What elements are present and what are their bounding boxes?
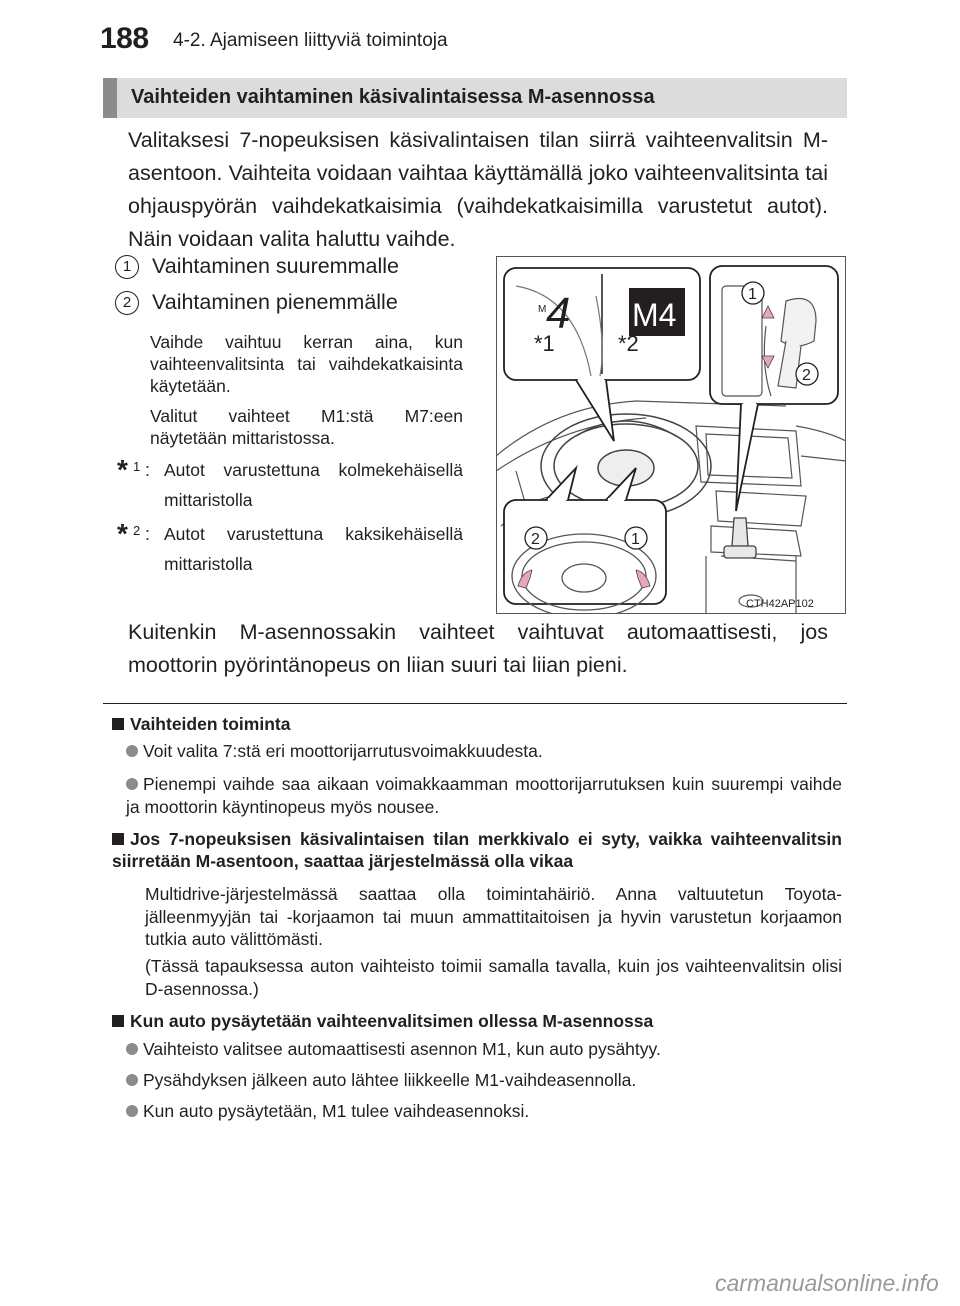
after-paragraph: Kuitenkin M-asennossakin vaihteet vaihtuvat automaattisesti, jos moottorin pyörintänopeus on liian suuri tai liian pieni. [128, 620, 828, 677]
callout-2-lever: 2 [802, 367, 811, 384]
divider [103, 703, 847, 704]
callout-1-paddle: 1 [631, 531, 640, 548]
illustration-code: CTH42AP102 [746, 598, 814, 610]
chapter-title: 4-2. Ajamiseen liittyviä toimintoja [173, 30, 448, 51]
round-bullet-icon [126, 778, 138, 790]
callout-2-paddle: 2 [531, 531, 540, 548]
note-1: Vaihde vaihtuu kerran aina, kun vaihteenvalitsinta tai vaihdekatkaisinta käytetään. [150, 332, 463, 396]
bullet-1: Voit valita 7:stä eri moottorijarrutusvoimakkuudesta. [126, 740, 842, 763]
bullet-2: Pienempi vaihde saa aikaan voimakkaamman moottorijarrutuksen kuin suurempi vaihde ja moottorin käyntinopeus myös nousee. [126, 774, 842, 817]
square-bullet-icon [112, 833, 124, 845]
subsection-2-paragraph-1: Multidrive-järjestelmässä saattaa olla toimintahäiriö. Anna valtuutetun Toyota-jälleenmyyjän tai -korjaamon tai muun ammattitaitoisen ja hyvin varustetun korjaamon tutkia auto välittömästi. [145, 884, 842, 949]
display1-big: 4 [546, 289, 571, 338]
bullet-5: Kun auto pysäytetään, M1 tulee vaihdeasennoksi. [126, 1100, 842, 1123]
page-number: 188 [100, 22, 149, 55]
panel-label-2: *2 [618, 331, 639, 356]
round-bullet-icon [126, 745, 138, 757]
step-1 [115, 254, 399, 279]
gear-shift-illustration [496, 256, 846, 614]
callout-1-lever: 1 [748, 286, 757, 303]
display1-small: M [538, 304, 547, 315]
step-2 [115, 290, 398, 315]
subsection-1-heading: Vaihteiden toiminta [112, 713, 842, 735]
section-header [103, 78, 847, 118]
section-title: Vaihteiden vaihtaminen käsivalintaisessa M-asennossa [131, 86, 655, 108]
footnote-1-text: Autot varustettuna kolmekehäisellä mittaristolla [164, 460, 463, 510]
round-bullet-icon [126, 1043, 138, 1055]
step-label: Vaihtaminen suuremmalle [152, 254, 399, 278]
panel-label-1: *1 [534, 331, 555, 356]
square-bullet-icon [112, 1015, 124, 1027]
step-number: 2 [115, 291, 139, 315]
bullet-3: Vaihteisto valitsee automaattisesti asennon M1, kun auto pysähtyy. [126, 1038, 842, 1061]
watermark: carmanualsonline.info [715, 1270, 939, 1296]
subsection-2-paragraph-2: (Tässä tapauksessa auton vaihteisto toimii samalla tavalla, kuin jos vaihteenvalitsin olisi D-asennossa.) [145, 956, 842, 999]
subsection-2-heading: Jos 7-nopeuksisen käsivalintaisen tilan merkkivalo ei syty, vaikka vaihteenvalitsin siirretään M-asentoon, saattaa järjestelmässä olla vikaa [112, 829, 842, 871]
intro-paragraph: Valitaksesi 7-nopeuksisen käsivalintaisen tilan siirrä vaihteenvalitsin M-asentoon. Vaihteita voidaan vaihtaa käyttämällä joko vaihteenvalitsinta tai ohjauspyörän vaihdekatkaisimia (vaihdekatkaisimilla varustetut autot). Näin voidaan valita haluttu vaihde. [128, 128, 828, 251]
step-label: Vaihtaminen pienemmälle [152, 290, 398, 314]
footnote-mark-2: * 2 : [117, 518, 151, 549]
footnote-2-text: Autot varustettuna kaksikehäisellä mittaristolla [164, 524, 463, 574]
footnote-mark-1: * 1 : [117, 454, 151, 485]
subsection-3-heading: Kun auto pysäytetään vaihteenvalitsimen ollessa M-asennossa [112, 1010, 842, 1032]
square-bullet-icon [112, 718, 124, 730]
note-2: Valitut vaihteet M1:stä M7:een näytetään mittaristossa. [150, 406, 463, 448]
bullet-4: Pysähdyksen jälkeen auto lähtee liikkeelle M1-vaihdeasennolla. [126, 1069, 842, 1092]
round-bullet-icon [126, 1105, 138, 1117]
round-bullet-icon [126, 1074, 138, 1086]
step-number: 1 [115, 255, 139, 279]
display2-text: M4 [632, 297, 677, 333]
